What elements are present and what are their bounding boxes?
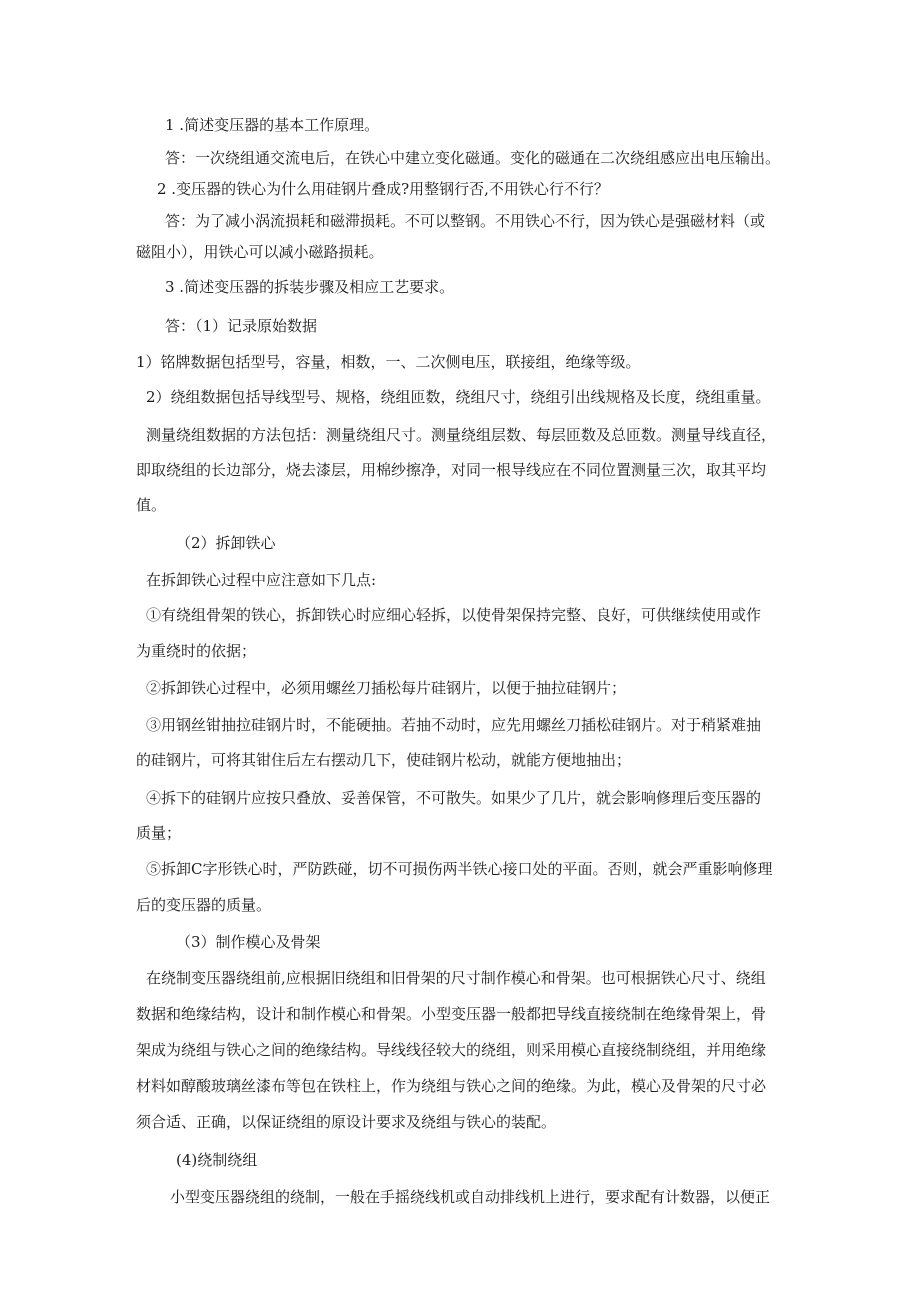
section-3-para-line-3: 架成为绕组与铁心之间的绝缘结构。导线线径较大的绕组，则采用模心直接绕制绕组，并用绝缘 [136,1041,767,1059]
question-1: 1 .简述变压器的基本工作原理。 [165,116,380,134]
point-1-line-1: ①有绕组骨架的铁心，拆卸铁心时应细心轻拆，以使骨架保持完整、良好，可供继续使用或作 [146,606,762,624]
section-3-heading: （3）制作模心及骨架 [176,933,321,951]
point-4-line-2: 质量； [136,824,182,842]
section-3-para-line-4: 材料如醇酸玻璃丝漆布等包在铁柱上，作为绕组与铁心之间的绝缘。为此，模心及骨架的尺寸必 [136,1077,767,1095]
winding-data-item: 2）绕组数据包括导线型号、规格，绕组匝数，绕组尺寸，绕组引出线规格及长度，绕组重量。 [146,388,771,406]
answer-2-line-2: 磁阻小），用铁心可以减小磁路损耗。 [136,243,384,261]
section-2-intro: 在拆卸铁心过程中应注意如下几点: [146,571,377,589]
measure-method-line-3: 值。 [136,496,167,514]
answer-2-line-1: 答：为了减小涡流损耗和磁滞损耗。不可以整钢。不用铁心不行，因为铁心是强磁材料（或 [165,212,766,230]
nameplate-data-item: 1）铭牌数据包括型号，容量，相数，一、二次侧电压，联接组，绝缘等级。 [136,353,641,371]
question-2: 2 .变压器的铁心为什么用硅钢片叠成?用整钢行否,不用铁心行不行？ [157,180,609,198]
section-3-para-line-2: 数据和绝缘结构，设计和制作模心和骨架。小型变压器一般都把导线直接绕制在绝缘骨架上，骨 [136,1005,767,1023]
point-1-line-2: 为重绕时的依据； [136,642,257,660]
question-3: 3 .简述变压器的拆装步骤及相应工艺要求。 [165,278,455,296]
measure-method-line-1: 测量绕组数据的方法包括：测量绕组尺寸。测量绕组层数、每层匝数及总匝数。测量导线直径， [146,426,777,444]
point-5-line-1: ⑤拆卸C字形铁心时，严防跌碰，切不可损伤两半铁心接口处的平面。否则，就会严重影响修理 [146,860,773,878]
answer-1: 答：一次绕组通交流电后，在铁心中建立变化磁通。变化的磁通在二次绕组感应出电压输出。 [165,149,781,167]
section-4-para-line-1: 小型变压器绕组的绕制，一般在手摇绕线机或自动排线机上进行，要求配有计数器，以便正 [170,1188,771,1206]
section-4-heading: (4)绕制绕组 [176,1151,258,1169]
point-4-line-1: ④拆下的硅钢片应按只叠放、妥善保管，不可散失。如果少了几片，就会影响修理后变压器的 [146,789,762,807]
point-5-line-2: 后的变压器的质量。 [136,896,272,914]
point-3-line-1: ③用钢丝钳抽拉硅钢片时，不能硬抽。若抽不动时，应先用螺丝刀插松硅钢片。对于稍紧难抽 [146,716,762,734]
section-2-heading: （2）拆卸铁心 [176,534,276,552]
answer-3-heading: 答：（1）记录原始数据 [165,317,318,335]
point-2: ②拆卸铁心过程中，必须用螺丝刀插松每片硅钢片，以便于抽拉硅钢片； [146,679,627,697]
measure-method-line-2: 即取绕组的长边部分，烧去漆层，用棉纱擦净，对同一根导线应在不同位置测量三次，取其平均 [136,461,767,479]
point-3-line-2: 的硅钢片，可将其钳住后左右摆动几下，使硅钢片松动，就能方便地抽出； [136,751,632,769]
section-3-para-line-5: 须合适、正确，以保证绕组的原设计要求及绕组与铁心的装配。 [136,1113,557,1131]
section-3-para-line-1: 在绕制变压器绕组前,应根据旧绕组和旧骨架的尺寸制作模心和骨架。也可根据铁心尺寸、绕组 [146,969,766,987]
